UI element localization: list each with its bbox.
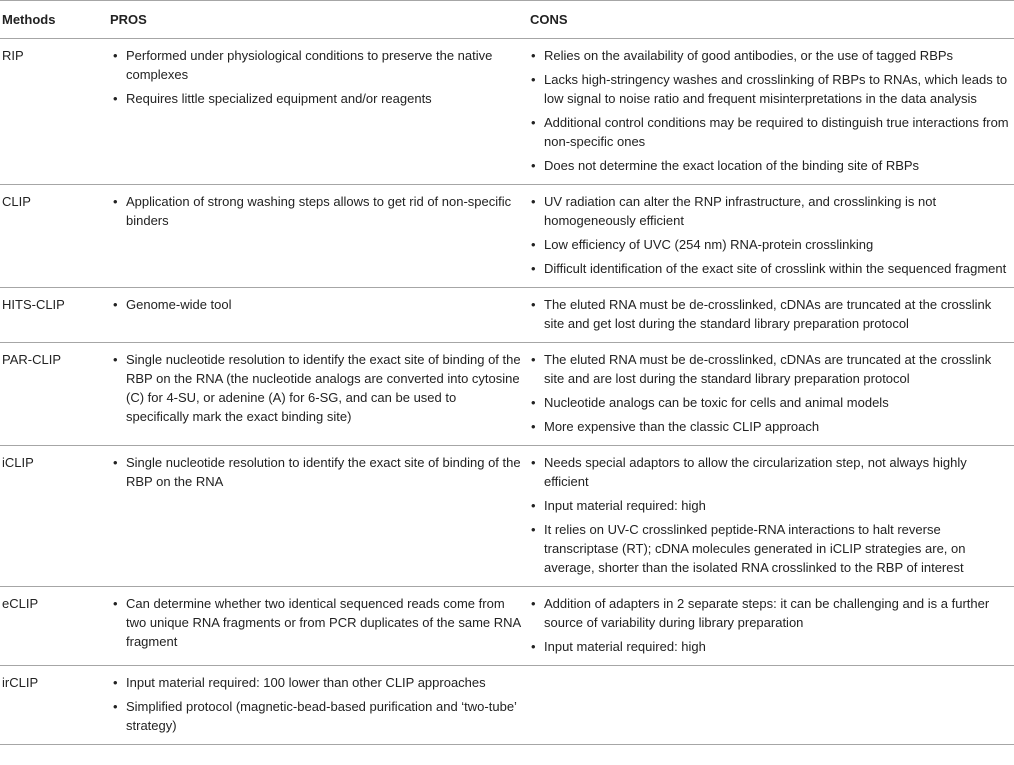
pros-list-item: [112, 192, 529, 230]
pros-list: [112, 46, 529, 108]
bullet-icon: •: [113, 352, 118, 367]
cons-list-item: [530, 46, 1014, 65]
cons-text: Difficult identification of the exact site of crosslink within the sequenced fragment: [544, 261, 1007, 276]
cons-list-item: [530, 496, 1014, 515]
pros-text: Genome-wide tool: [126, 297, 232, 312]
cons-text: Input material required: high: [544, 639, 706, 654]
cons-text: UV radiation can alter the RNP infrastructure, and crosslinking is not homogeneously efficient: [544, 194, 937, 228]
bullet-icon: •: [531, 115, 536, 130]
pros-list: [112, 192, 529, 230]
pros-cell: [110, 666, 529, 745]
pros-list: [112, 673, 529, 735]
pros-list: [112, 453, 529, 491]
bullet-icon: •: [531, 352, 536, 367]
pros-text: Single nucleotide resolution to identify the exact site of binding of the RBP on the RNA: [126, 455, 521, 489]
method-name: iCLIP: [0, 446, 110, 587]
bullet-icon: •: [531, 158, 536, 173]
bullet-icon: •: [531, 194, 536, 209]
cons-list-item: [530, 113, 1014, 151]
cons-list-item: [530, 393, 1014, 412]
header-row: [0, 1, 1014, 39]
cons-list: [530, 46, 1014, 175]
cons-list-item: [530, 637, 1014, 656]
cons-list-item: [530, 417, 1014, 436]
pros-text: Performed under physiological conditions to preserve the native complexes: [126, 48, 493, 82]
cons-list: [530, 295, 1014, 333]
cons-text: Nucleotide analogs can be toxic for cells and animal models: [544, 395, 889, 410]
bullet-icon: •: [531, 48, 536, 63]
pros-list-item: [112, 453, 529, 491]
pros-cell: [110, 587, 529, 666]
method-name: HITS-CLIP: [0, 288, 110, 343]
bullet-icon: •: [531, 596, 536, 611]
table-row: [0, 39, 1014, 185]
header-pros: PROS: [110, 1, 529, 39]
cons-text: Does not determine the exact location of the binding site of RBPs: [544, 158, 920, 173]
cons-cell: [529, 343, 1014, 446]
cons-text: Lacks high-stringency washes and crosslinking of RBPs to RNAs, which leads to low signal to noise ratio and frequent misinterpretations in the data analysis: [544, 72, 1008, 106]
pros-list-item: [112, 594, 529, 651]
bullet-icon: •: [531, 522, 536, 537]
bullet-icon: •: [531, 498, 536, 513]
pros-cell: [110, 343, 529, 446]
cons-cell: [529, 288, 1014, 343]
pros-text: Single nucleotide resolution to identify the exact site of binding of the RBP on the RNA (the nucleotide analogs are converted into cytosine (C) for 4-SU, or adenine (A) for 6-SG, and can be used to specifically mark the exact binding site): [126, 352, 521, 424]
bullet-icon: •: [113, 699, 118, 714]
pros-list-item: [112, 350, 529, 426]
pros-list-item: [112, 697, 529, 735]
bullet-icon: •: [113, 675, 118, 690]
pros-list-item: [112, 295, 529, 314]
pros-list-item: [112, 46, 529, 84]
bullet-icon: •: [531, 297, 536, 312]
method-name: CLIP: [0, 185, 110, 288]
table-row: [0, 446, 1014, 587]
cons-text: Additional control conditions may be required to distinguish true interactions from non-specific ones: [544, 115, 1009, 149]
cons-list: [530, 453, 1014, 577]
pros-list: [112, 295, 529, 314]
pros-cell: [110, 288, 529, 343]
cons-list: [530, 192, 1014, 278]
pros-text: Input material required: 100 lower than other CLIP approaches: [126, 675, 486, 690]
cons-list-item: [530, 192, 1014, 230]
pros-list: [112, 594, 529, 651]
cons-text: The eluted RNA must be de-crosslinked, cDNAs are truncated at the crosslink site and are lost during the standard library preparation protocol: [544, 352, 992, 386]
bullet-icon: •: [113, 297, 118, 312]
bullet-icon: •: [531, 639, 536, 654]
method-name: eCLIP: [0, 587, 110, 666]
cons-list: [530, 594, 1014, 656]
cons-text: Input material required: high: [544, 498, 706, 513]
bullet-icon: •: [113, 194, 118, 209]
cons-list-item: [530, 259, 1014, 278]
cons-list-item: [530, 453, 1014, 491]
bullet-icon: •: [531, 419, 536, 434]
pros-text: Can determine whether two identical sequenced reads come from two unique RNA fragments or from PCR duplicates of the same RNA fragment: [126, 596, 521, 649]
cons-list-item: [530, 594, 1014, 632]
pros-cell: [110, 185, 529, 288]
cons-cell: [529, 587, 1014, 666]
cons-list-item: [530, 295, 1014, 333]
cons-text: Relies on the availability of good antibodies, or the use of tagged RBPs: [544, 48, 954, 63]
pros-text: Application of strong washing steps allows to get rid of non-specific binders: [126, 194, 512, 228]
bullet-icon: •: [113, 596, 118, 611]
bullet-icon: •: [531, 72, 536, 87]
cons-list-item: [530, 70, 1014, 108]
pros-list-item: [112, 89, 529, 108]
bullet-icon: •: [531, 455, 536, 470]
table-body: [0, 39, 1014, 745]
cons-cell: [529, 39, 1014, 185]
bullet-icon: •: [531, 395, 536, 410]
table-header: [0, 1, 1014, 39]
pros-cell: [110, 39, 529, 185]
table-row: [0, 288, 1014, 343]
table-row: [0, 666, 1014, 745]
cons-text: Low efficiency of UVC (254 nm) RNA-protein crosslinking: [544, 237, 874, 252]
cons-text: More expensive than the classic CLIP approach: [544, 419, 820, 434]
method-name: RIP: [0, 39, 110, 185]
cons-list-item: [530, 235, 1014, 254]
cons-cell: [529, 666, 1014, 745]
pros-text: Simplified protocol (magnetic-bead-based purification and ‘two-tube’ strategy): [126, 699, 517, 733]
bullet-icon: •: [113, 48, 118, 63]
cons-text: It relies on UV-C crosslinked peptide-RNA interactions to halt reverse transcriptase (RT); cDNA molecules generated in iCLIP strategies are, on average, shorter than the isolated RNA crosslinked to the RBP of interest: [544, 522, 966, 575]
method-name: PAR-CLIP: [0, 343, 110, 446]
table-row: [0, 185, 1014, 288]
method-name: irCLIP: [0, 666, 110, 745]
pros-list-item: [112, 673, 529, 692]
bullet-icon: •: [531, 261, 536, 276]
cons-text: Addition of adapters in 2 separate steps: it can be challenging and is a further source of variability during library preparation: [544, 596, 990, 630]
bullet-icon: •: [113, 91, 118, 106]
header-cons: CONS: [529, 1, 1014, 39]
pros-text: Requires little specialized equipment and/or reagents: [126, 91, 432, 106]
cons-text: The eluted RNA must be de-crosslinked, cDNAs are truncated at the crosslink site and get lost during the standard library preparation protocol: [544, 297, 992, 331]
table-row: [0, 343, 1014, 446]
cons-list-item: [530, 520, 1014, 577]
cons-cell: [529, 446, 1014, 587]
bullet-icon: •: [531, 237, 536, 252]
pros-cell: [110, 446, 529, 587]
cons-list: [530, 350, 1014, 436]
bullet-icon: •: [113, 455, 118, 470]
cons-cell: [529, 185, 1014, 288]
table-row: [0, 587, 1014, 666]
cons-list-item: [530, 156, 1014, 175]
cons-text: Needs special adaptors to allow the circularization step, not always highly efficient: [544, 455, 967, 489]
header-methods: Methods: [0, 1, 110, 39]
pros-list: [112, 350, 529, 426]
cons-list-item: [530, 350, 1014, 388]
